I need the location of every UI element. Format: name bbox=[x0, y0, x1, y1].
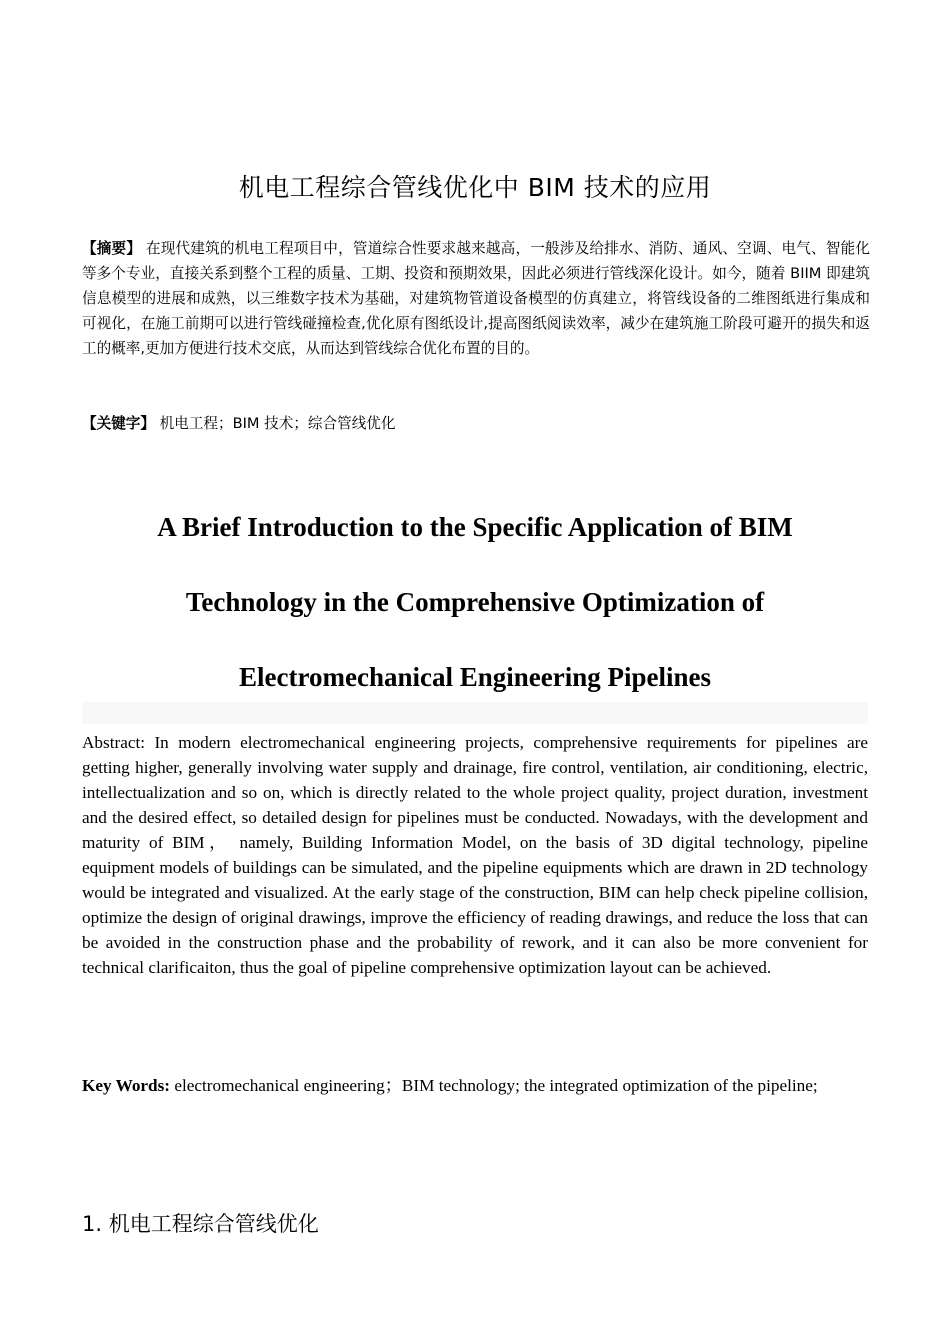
separator-band bbox=[82, 702, 868, 724]
chinese-title: 机电工程综合管线优化中 BIM 技术的应用 bbox=[238, 173, 712, 202]
chinese-keywords-label: 【关键字】 bbox=[82, 415, 155, 432]
english-title-line-2: Technology in the Comprehensive Optimization of bbox=[185, 587, 765, 617]
english-keywords bbox=[82, 1067, 868, 1104]
chinese-abstract bbox=[82, 236, 870, 361]
english-keywords-label: Key Words: bbox=[82, 1076, 171, 1095]
english-title-line-3: Electromechanical Engineering Pipelines bbox=[239, 662, 711, 692]
english-keywords-text: electromechanical engineering；BIM technology; the integrated optimization of the pipeline; bbox=[174, 1076, 818, 1095]
chinese-keywords-text: 机电工程；BIM 技术；综合管线优化 bbox=[159, 415, 396, 432]
english-abstract: Abstract: In modern electromechanical engineering projects, comprehensive requirements for pipelines are getting higher, generally involving water supply and drainage, fire control, ventilation, air conditioning, electric, intellectualization and so on, which is directly related to the whole project quality, project duration, investment and the desired effect, so detailed design for pipelines must be conducted. Nowadays, with the development and maturity of BIM， namely, Building Information Model, on the basis of 3D digital technology, pipeline equipment models of buildings can be simulated, and the pipeline equipments which are drawn in 2D technology would be integrated and visualized. At the early stage of the construction, BIM can help check pipeline collision, optimize the design of original drawings, improve the efficiency of reading drawings, and reduce the loss that can be avoided in the construction phase and the probability of rework, and it can also be more convenient for technical clarificaiton, thus the goal of pipeline comprehensive optimization layout can be achieved. bbox=[82, 733, 868, 977]
english-title-line-1: A Brief Introduction to the Specific Application of BIM bbox=[157, 512, 793, 542]
chinese-keywords bbox=[82, 411, 870, 436]
chinese-abstract-label: 【摘要】 bbox=[82, 240, 142, 257]
english-title bbox=[82, 490, 868, 715]
section-heading: 1. 机电工程综合管线优化 bbox=[82, 1212, 319, 1236]
chinese-abstract-text: 在现代建筑的机电工程项目中，管道综合性要求越来越高，一般涉及给排水、消防、通风、空调、电气、智能化等多个专业，直接关系到整个工程的质量、工期、投资和预期效果，因此必须进行管线深化设计。如今，随着 BIIM 即建筑信息模型的进展和成熟，以三维数字技术为基础，对建筑物管道设备模型的仿真建立，将管线设备的二维图纸进行集成和可视化，在施工前期可以进行管线碰撞检查,优化原有图纸设计,提高图纸阅读效率，减少在建筑施工阶段可避开的损失和返工的概率,更加方便进行技术交底，从而达到管线综合优化布置的目的。 bbox=[82, 240, 870, 357]
